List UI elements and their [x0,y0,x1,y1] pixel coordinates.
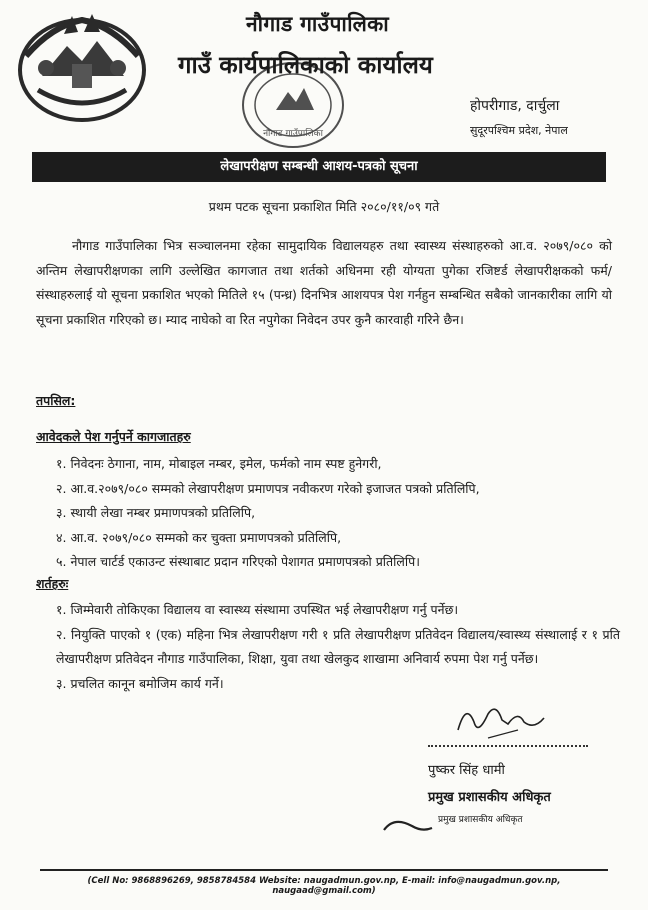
footer-divider [40,869,608,871]
publish-date: प्रथम पटक सूचना प्रकाशित मिति २०८०/११/०९ गते [208,199,440,214]
office-province: सुदूरपश्चिम प्रदेश, नेपाल [470,124,568,137]
notice-body: नौगाड गाउँपालिका भित्र सञ्चालनमा रहेका सामुदायिक विद्यालयहरु तथा स्वास्थ्य संस्थाहरुको आ.व. २०७९/०८० को अन्तिम लेखापरीक्षणका लागि उल्लेखित कागजात तथा शर्तको अधिनमा रही योग्यता पुगेका रजिष्टर्ड लेखापरीक्षकको फर्म/संस्थाहरुलाई यो सूचना प्रकाशित भएको मितिले १५ (पन्ध्र) दिनभित्र आशयपत्र पेश गर्नहुन सम्बन्धित सबैको जानकारीका लागि यो सूचना प्रकाशित गरिएको छ। म्याद नाघेको वा रित नपुगेका निवेदन उपर कुनै कारवाही गरिने छैन। [36,238,612,327]
signature-line [428,745,588,747]
documents-heading: आवेदकले पेश गर्नुपर्ने कागजातहरु [36,429,191,444]
conditions-heading: शर्तहरुः [36,576,69,591]
list-item: ३. स्थायी लेखा नम्बर प्रमाणपत्रको प्रतिलिपि, [56,505,256,520]
footer-contact: (Cell No: 9868896269, 9858784584 Website: naugadmun.gov.np, E-mail: info@naugadmun.gov.np, naugaad@gmail.com) [87,876,561,896]
svg-text:नौगाड गाउँपालिका: नौगाड गाउँपालिका [263,129,323,139]
office-name: गाउँ कार्यपालिकाको कार्यालय [178,51,433,79]
list-item: २. आ.व.२०७९/०८० सम्मको लेखापरीक्षण प्रमाणपत्र नवीकरण गरेको इजाजत पत्रको प्रतिलिपि, [56,480,480,496]
municipality-name: नौगाड गाउँपालिका [246,12,389,36]
notice-title-bar: लेखापरीक्षण सम्बन्धी आशय-पत्रको सूचना [32,152,606,182]
office-location: होपरीगाड, दार्चुला [470,98,560,114]
list-item: ३. प्रचलित कानून बमोजिम कार्य गर्ने। [56,675,224,691]
details-heading: तपसिल: [36,393,76,408]
list-item: १. निवेदनः ठेगाना, नाम, मोबाइल नम्बर, इमेल, फर्मको नाम स्पष्ट हुनेगरी, [56,456,382,471]
designation-stamp-text: प्रमुख प्रशासकीय अधिकृत [438,815,523,825]
list-item: ५. नेपाल चार्टर्ड एकाउन्ट संस्थाबाट प्रदान गरिएको पेशागत प्रमाणपत्रको प्रतिलिपि। [56,554,420,569]
documents-list [50,452,610,575]
signatory-name: पुष्कर सिंह धामी [428,763,505,778]
signature-icon [448,700,588,742]
list-item: ४. आ.व. २०७९/०८० सम्मको कर चुक्ता प्रमाणपत्रको प्रतिलिपि, [56,529,342,545]
list-item: २. नियुक्ति पाएको १ (एक) महिना भित्र लेखापरीक्षण गरी १ प्रति लेखापरीक्षण प्रतिवेदन विद्यालय/स्वास्थ्य संस्थालाई र १ प्रति लेखापरीक्षण प्रतिवेदन नौगाड गाउँपालिका, शिक्षा, युवा तथा खेलकुद शाखामा अनिवार्य रुपमा पेश गर्नु पर्नेछ। [56,626,620,666]
list-item: १. जिम्मेवारी तोकिएका विद्यालय वा स्वास्थ्य संस्थामा उपस्थित भई लेखापरीक्षण गर्नु पर्नेछ। [56,602,459,617]
signatory-designation: प्रमुख प्रशासकीय अधिकृत [428,790,551,805]
government-emblem-icon [12,6,152,124]
conditions-list [50,598,620,696]
